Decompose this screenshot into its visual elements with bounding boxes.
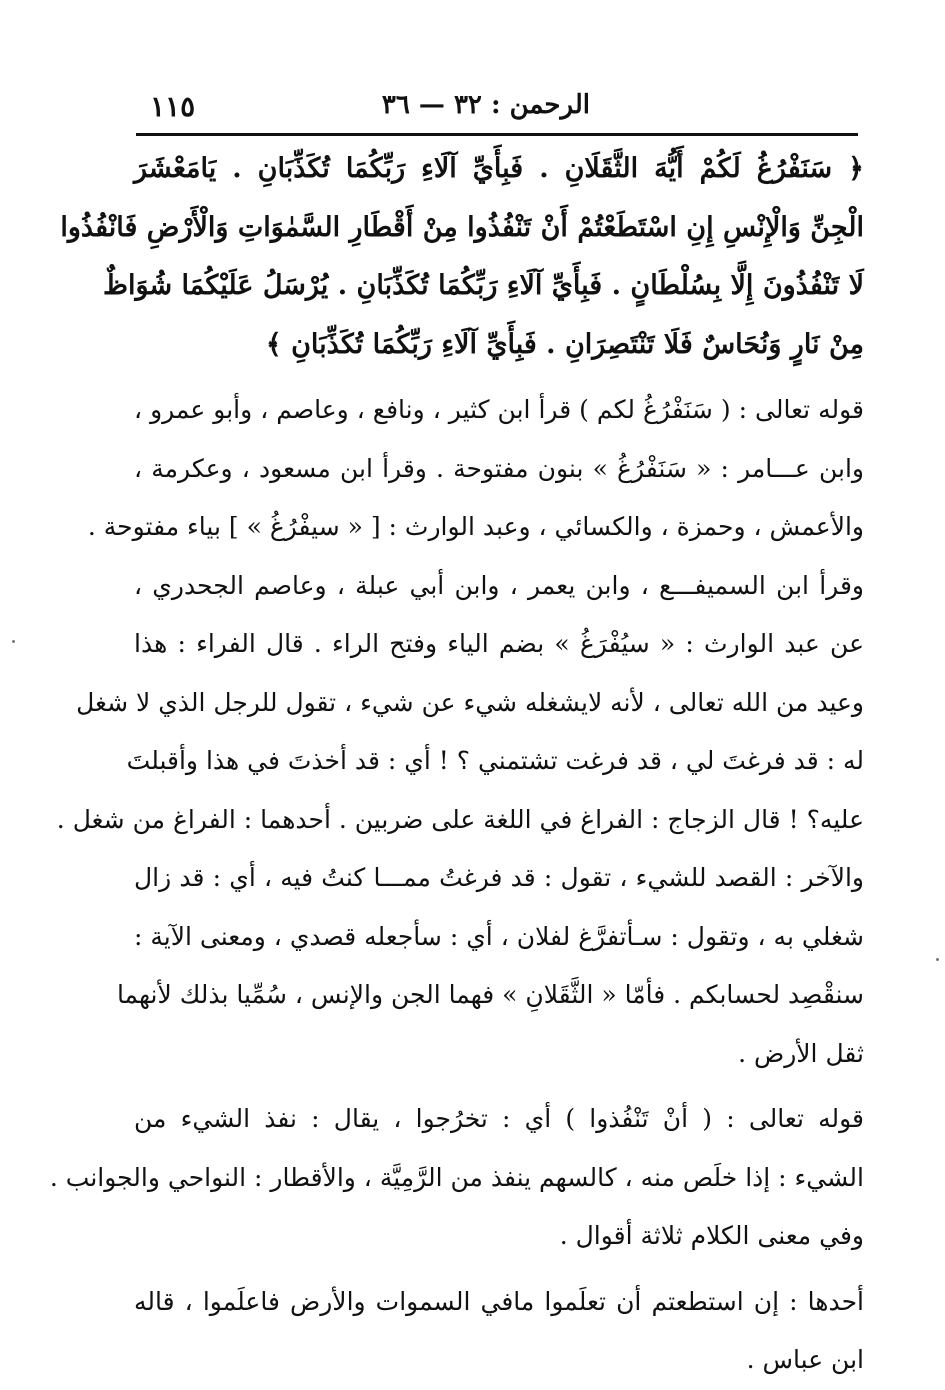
running-head: الرحمن : ٣٢ — ٣٦ [381,90,590,120]
text-line: سنقْصِد لحسابكم . فأمّا « الثَّقَلانِ » فهما الجن والإنس ، سُمِّيا بذلك لأنهما [116,980,864,1009]
text-line: قوله تعالى : ( أنْ تَنْفُذوا ) أي : تخرُجوا ، يقال : نفذ الشيء من [134,1104,865,1133]
text-line: أحدها : إن استطعتم أن تعلَموا مافي السموات والأرض فاعلَموا ، قاله [134,1286,864,1316]
verse-line: لَا تَنْفُذُونَ إِلَّا بِسُلْطَانٍ . فَبِأَيِّ آلَاءِ رَبِّكُمَا تُكَذِّبَانِ . يُرْسَلُ عَلَيْكُمَا شُوَاظٌ [103,270,864,301]
text-line: وفي معنى الكلام ثلاثة أقوال . [559,1221,864,1250]
page-number: ١١٥ [150,90,196,123]
page-header [130,86,860,130]
text-line: ثقل الأرض . [738,1038,864,1068]
quran-verse-block [60,140,864,374]
commentary-paragraph [134,1273,864,1390]
text-line: له : قد فرغتَ لي ، قد فرغت تشتمني ؟ ! أي : قد أخذتَ في هذا وأقبلتَ [126,746,864,775]
header-rule [136,133,858,136]
scan-speck [936,958,939,961]
scan-speck [12,640,15,643]
verse-line: مِنْ نَارٍ وَنُحَاسٌ فَلَا تَنْتَصِرَانِ . فَبِأَيِّ آلَاءِ رَبِّكُمَا تُكَذِّبَانِ ﴾ [265,328,864,360]
text-line: شغلي به ، وتقول : سـأتفرَّغ لفلان ، أي : سأجعله قصدي ، ومعنى الآية : [134,921,864,951]
text-line: قوله تعالى : ( سَنَفْرُغُ لكم ) قرأ ابن كثير ، ونافع ، وعاصم ، وأبو عمرو ، [134,395,864,424]
verse-line: الْجِنِّ وَالْإِنْسِ إِنِ اسْتَطَعْتُمْ أَنْ تَنْفُذُوا مِنْ أَقْطَارِ السَّمٰوَاتِ وَالْأَرْضِ فَانْفُذُوا [60,211,864,243]
text-line: وعيد من الله تعالى ، لأنه لايشغله شيء عن شيء ، تقول للرجل الذي لا شغل [76,687,864,717]
commentary-paragraph [49,1090,865,1266]
text-line: ابن عباس . [746,1345,864,1374]
commentary-paragraph [56,381,864,1083]
text-line: عليه؟ ! قال الزجاج : الفراغ في اللغة على ضربين . أحدهما : الفراغ من شغل . [56,804,864,834]
page-body [49,140,865,1390]
text-line: عن عبد الوارث : « سيُفْرَغُ » بضم الياء وفتح الراء . قال الفراء : هذا [134,629,864,658]
text-line: والأعمش ، وحمزة ، والكسائي ، وعبد الوارث : [ « سيفْرُغُ » ] بياء مفتوحة . [87,512,864,541]
text-line: وابن عـــامر : « سَنَفْرُغُ » بنون مفتوحة . وقرأ ابن مسعود ، وعكرمة ، [134,453,864,483]
verse-line: ﴿ سَنَفْرُغُ لَكُمْ أَيُّهَ الثَّقَلَانِ . فَبِأَيِّ آلَاءِ رَبِّكُمَا تُكَذِّبَانِ . يَامَعْشَرَ [134,153,864,184]
text-line: وقرأ ابن السميفـــع ، وابن يعمر ، وابن أبي عبلة ، وعاصم الجحدري ، [134,570,864,600]
text-line: والآخر : القصد للشيء ، تقول : قد فرغتُ ممـــا كنتُ فيه ، أي : قد زال [134,863,864,892]
text-line: الشيء : إذا خلَص منه ، كالسهم ينفذ من الرَّمِيَّة ، والأقطار : النواحي والجوانب . [49,1162,864,1192]
